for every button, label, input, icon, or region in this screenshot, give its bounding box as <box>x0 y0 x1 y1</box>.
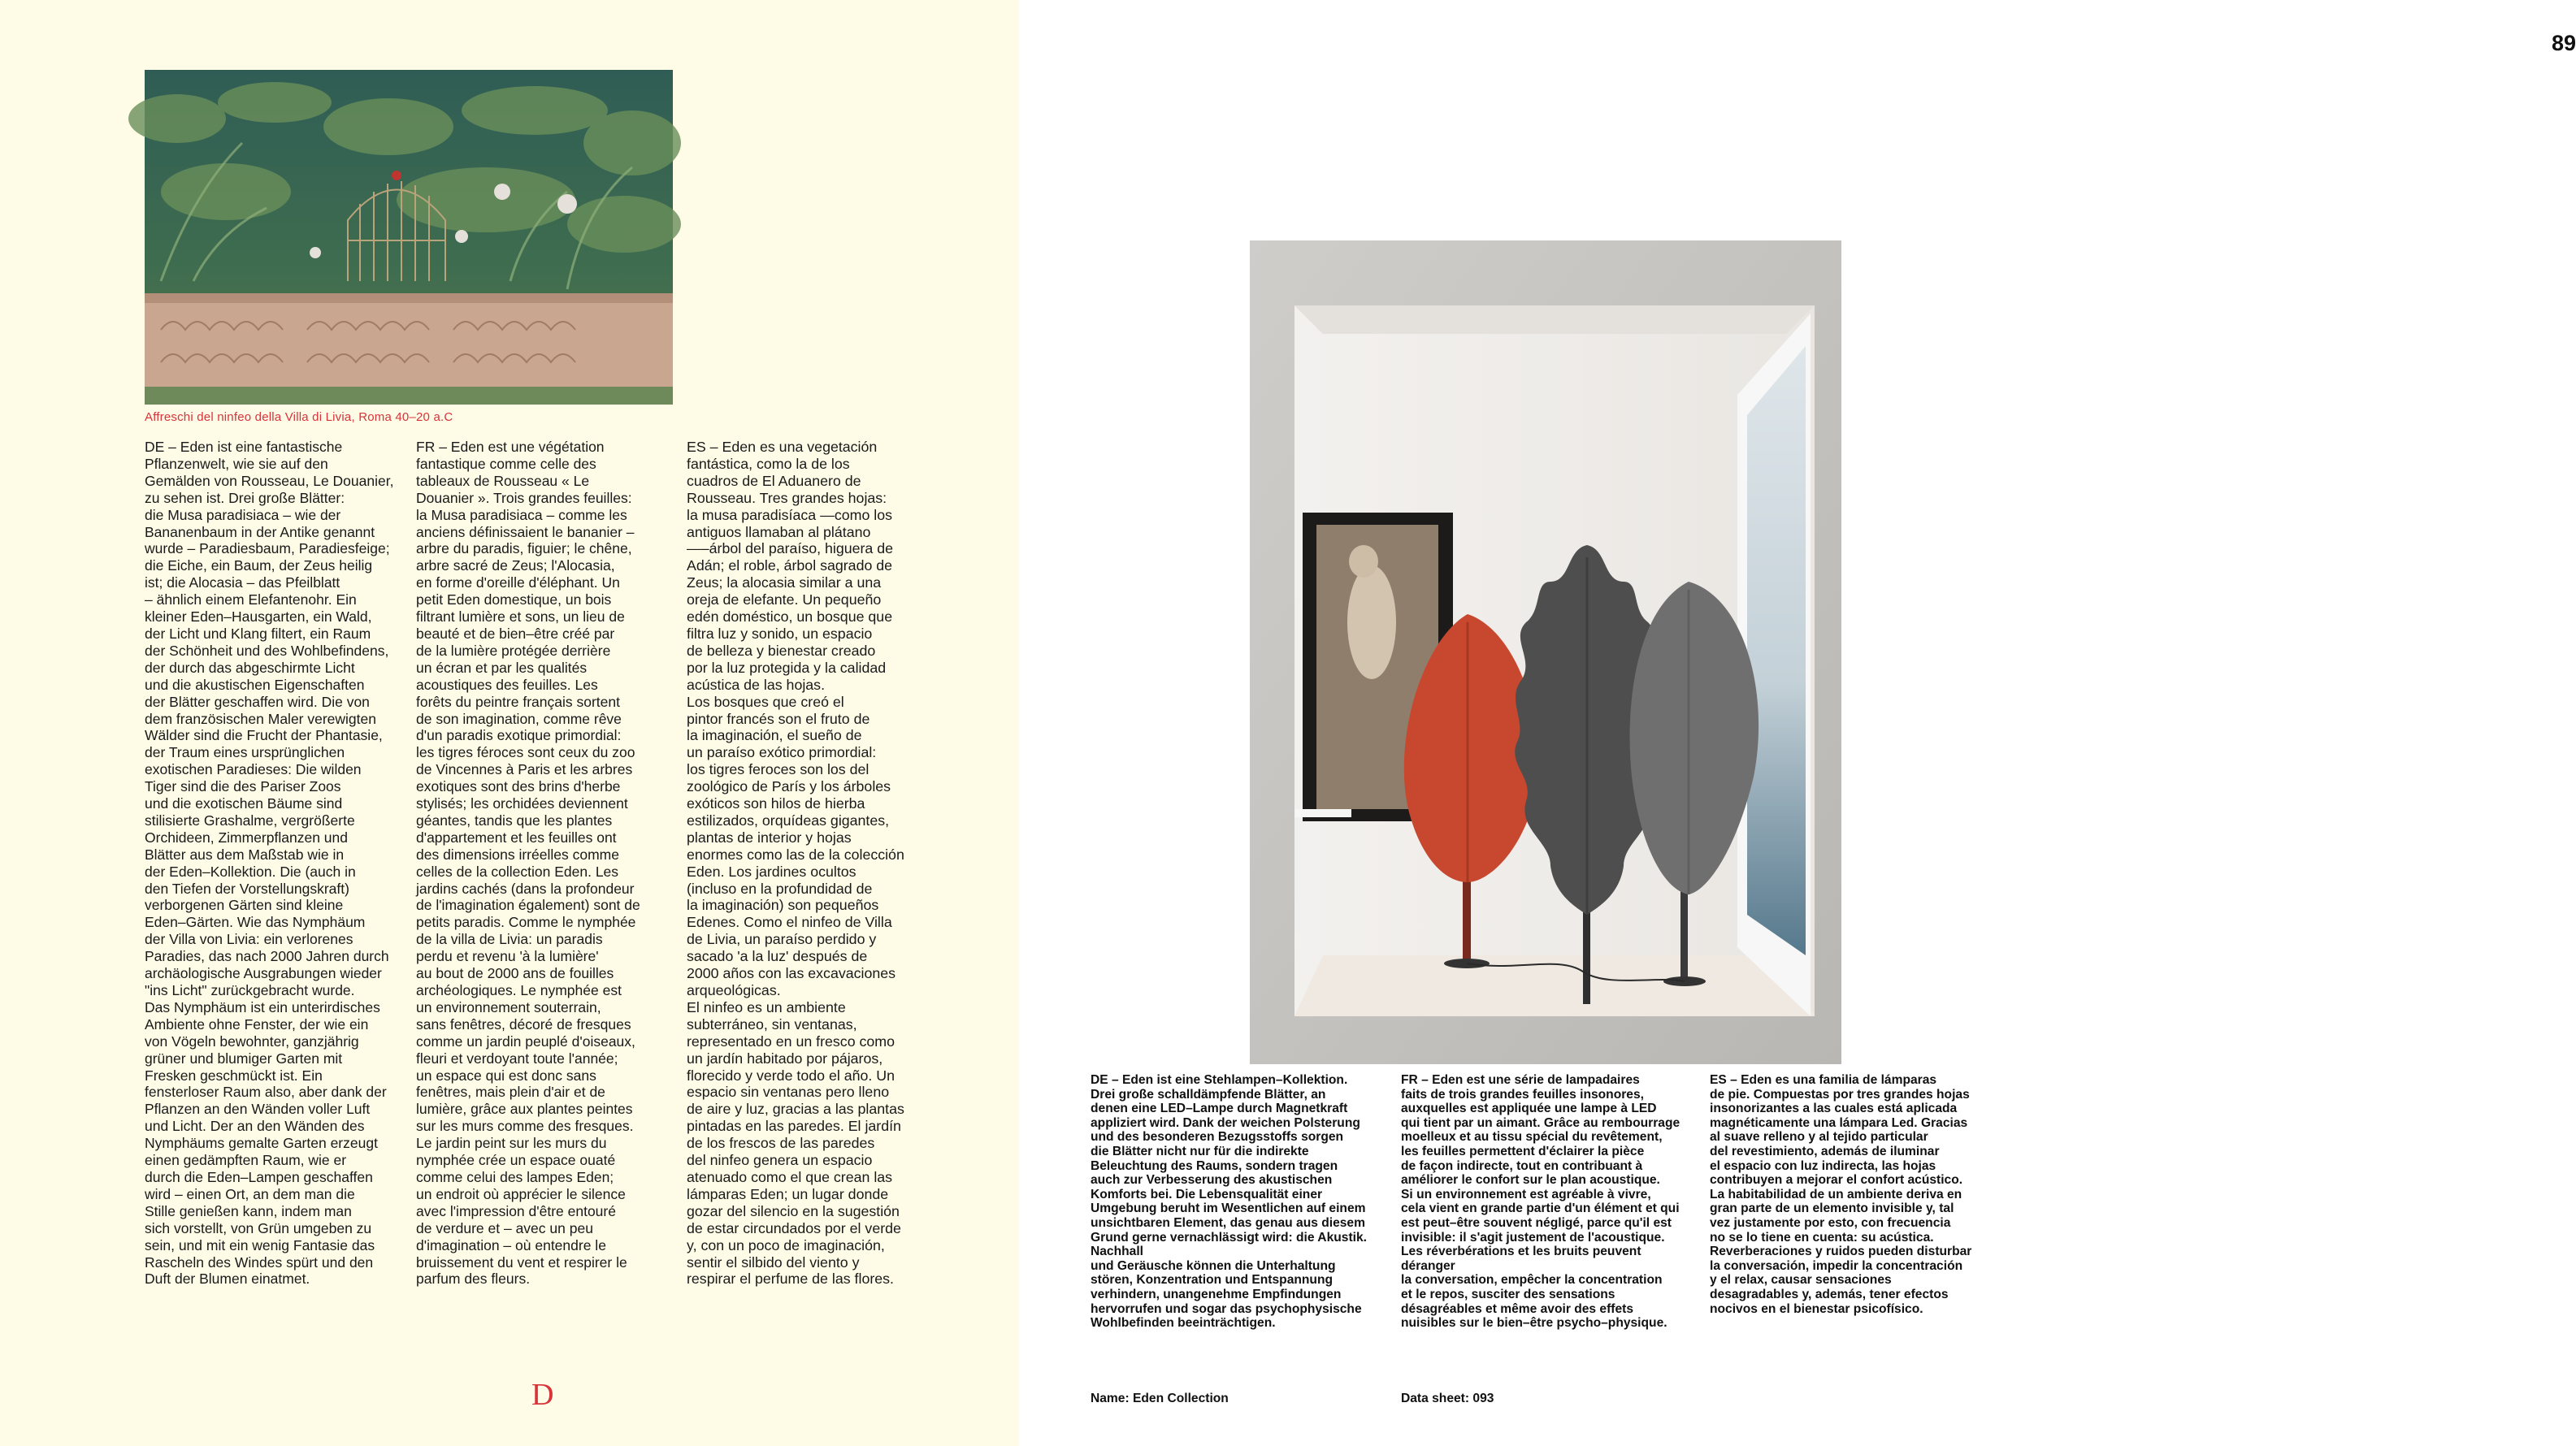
fresco-image <box>145 70 673 405</box>
article-column-de: DE – Eden ist eine fantastische Pflanzenwelt, wie sie auf den Gemälden von Rousseau, Le Douanier, zu sehen ist. Drei große Blätter: die Musa paradisiaca – wie der Bananenbaum in der Antike genannt wurde – Paradiesbaum, Paradiesfeige; die Eiche, ein Baum, der Zeus heilig ist; die Alocasia – das Pfeilblatt – ähnlich einem Elefantenohr. Ein kleiner Eden–Hausgarten, ein Wald, der Licht und Klang filtert, ein Raum der Schönheit und des Wohlbefindens, der durch das abgeschirmte Licht und die akustischen Eigenschaften der Blätter geschaffen wird. Die von dem französischen Maler verewigten Wälder sind die Frucht der Phantasie, der Traum eines ursprünglichen exotischen Paradieses: Die wilden Tiger sind die des Pariser Zoos und die exotischen Bäume sind stilisierte Grashalme, vergrößerte Orchideen, Zimmerpflanzen und Blätter aus dem Maßstab wie in der Eden–Kollektion. Die (auch in den Tiefen der Vorstellungskraft) verborgenen Gärten sind kleine Eden–Gärten. Wie das Nymphäum der Villa von Livia: ein verlorenes Paradies, das nach 2000 Jahren durch archäologische Ausgrabungen wieder "ins Licht" zurückgebracht wurde. Das Nymphäum ist ein unterirdisches Ambiente ohne Fenster, der wie ein von Vögeln bewohnter, ganzjährig grüner und blumiger Garten mit Fresken geschmückt ist. Ein fensterloser Raum also, aber dank der Pflanzen an den Wänden voller Luft und Licht. Der an den Wänden des Nymphäums gemalte Garten erzeugt einen gedämpften Raum, wie er durch die Eden–Lampen geschaffen wird – einen Ort, an dem man die Stille genießen kann, indem man sich vorstellt, von Grün umgeben zu sein, und mit ein wenig Fantasie das Rascheln des Windes spürt und den Duft der Blumen einatmet. <box>145 439 394 1288</box>
article-column-es: ES – Eden es una vegetación fantástica, como la de los cuadros de El Aduanero de Rousseau. Tres grandes hojas: la musa paradisíaca —como los antiguos llamaban al plátano —–árbol del paraíso, higuera de Adán; el roble, árbol sagrado de Zeus; la alocasia similar a una oreja de elefante. Un pequeño edén doméstico, un bosque que filtra luz y sonido, un espacio de belleza y bienestar creado por la luz protegida y la calidad acústica de las hojas. Los bosques que creó el pintor francés son el fruto de la imaginación, el sueño de un paraíso exótico primordial: los tigres feroces son los del zoológico de París y los árboles exóticos son hilos de hierba estilizados, orquídeas gigantes, plantas de interior y hojas enormes como las de la colección Eden. Los jardines ocultos (incluso en la profundidad de la imaginación) son pequeños Edenes. Como el ninfeo de Villa de Livia, un paraíso perdido y sacado 'a la luz' después de 2000 años con las excavaciones arqueológicas. El ninfeo es un ambiente subterráneo, sin ventanas, representado en un fresco como un jardín habitado por pájaros, florecido y verde todo el año. Un espacio sin ventanas pero lleno de aire y luz, gracias a las plantas pintadas en las paredes. El jardín de los frescos de las paredes del ninfeo genera un espacio atenuado como el que crean las lámparas Eden; un lugar donde gozar del silencio en la sugestión de estar circundados por el verde y, con un poco de imaginación, sentir el silbido del viento y respirar el perfume de las flores. <box>687 439 904 1288</box>
logo-letter: D <box>531 1378 554 1412</box>
product-photo <box>1250 240 1841 1064</box>
page-number: 89 <box>2552 31 2576 55</box>
product-name: Name: Eden Collection <box>1091 1392 1229 1405</box>
data-sheet-number: Data sheet: 093 <box>1401 1392 1494 1405</box>
article-column-fr: FR – Eden est une végétation fantastique comme celle des tableaux de Rousseau « Le Douanier ». Trois grandes feuilles: la Musa paradisiaca – comme les anciens définissaient le bananier – arbre du paradis, figuier; le chêne, arbre sacré de Zeus; l'Alocasia, en forme d'oreille d'éléphant. Un petit Eden domestique, un bois filtrant lumière et sons, un lieu de beauté et de bien–être créé par de la lumière protégée derrière un écran et par les qualités acoustiques des feuilles. Les forêts du peintre français sortent de son imagination, comme rêve d'un paradis exotique primordial: les tigres féroces sont ceux du zoo de Vincennes à Paris et les arbres exotiques sont des brins d'herbe stylisés; les orchidées deviennent géantes, tandis que les plantes d'appartement et les feuilles ont des dimensions irréelles comme celles de la collection Eden. Les jardins cachés (dans la profondeur de l'imagination également) sont de petits paradis. Comme le nymphée de la villa de Livia: un paradis perdu et revenu 'à la lumière' au bout de 2000 ans de fouilles archéologiques. Le nymphée est un environnement souterrain, sans fenêtres, décoré de fresques comme un jardin peuplé d'oiseaux, fleuri et verdoyant toute l'année; un espace qui est donc sans fenêtres, mais plein d'air et de lumière, grâce aux plantes peintes sur les murs comme des fresques. Le jardin peint sur les murs du nymphée crée un espace ouaté comme celui des lampes Eden; un endroit où apprécier le silence avec l'impression d'être entouré de verdure et – avec un peu d'imagination – où entendre le bruissement du vent et respirer le parfum des fleurs. <box>416 439 640 1288</box>
product-description-de: DE – Eden ist eine Stehlampen–Kollektion. Drei große schalldämpfende Blätter, an denen eine LED–Lampe durch Magnetkraft appliziert wird. Dank der weichen Polsterung und des besonderen Bezugsstoffs sorgen die Blätter nicht nur für die indirekte Beleuchtung des Raums, sondern tragen auch zur Verbesserung des akustischen Komforts bei. Die Lebensqualität einer Umgebung beruht im Wesentlichen auf einem unsichtbaren Element, das genau aus diesem Grund gerne vernachlässigt wird: die Akustik. Nachhall und Geräusche können die Unterhaltung stören, Konzentration und Entspannung verhindern, unangenehme Empfindungen hervorrufen und sogar das psychophysische Wohlbefinden beeinträchtigen. <box>1091 1073 1367 1331</box>
fresco-caption: Affreschi del ninfeo della Villa di Livia, Roma 40–20 a.C <box>145 410 453 424</box>
product-description-fr: FR – Eden est une série de lampadaires faits de trois grandes feuilles insonores, auxquelles est appliquée une lampe à LED qui tient par un aimant. Grâce au rembourrage moelleux et au tissu spécial du revêtement, les feuilles permettent d'éclairer la pièce de façon indirecte, tout en contribuant à améliorer le confort sur le plan acoustique. Si un environnement est agréable à vivre, cela vient en grande partie d'un élément et qui est peut–être souvent négligé, parce qu'il est invisible: il s'agit justement de l'acoustique. Les réverbérations et les bruits peuvent déranger la conversation, empêcher la concentration et le repos, susciter des sensations désagréables et même avoir des effets nuisibles sur le bien–être psycho–physique. <box>1401 1073 1680 1331</box>
product-description-es: ES – Eden es una familia de lámparas de pie. Compuestas por tres grandes hojas insonorizantes a las cuales está aplicada magnéticamente una lámpara Led. Gracias al suave relleno y al tejido particular del revestimiento, además de iluminar el espacio con luz indirecta, las hojas contribuyen a mejorar el confort acústico. La habitabilidad de un ambiente deriva en gran parte de un elemento invisible y, tal vez justamente por esto, con frecuencia no se lo tiene en cuenta: su acústica. Reverberaciones y ruidos pueden disturbar la conversación, impedir la concentración y el relax, causar sensaciones desagradables y, además, tener efectos nocivos en el bienestar psicofísico. <box>1710 1073 1972 1316</box>
left-page <box>0 0 1019 1446</box>
